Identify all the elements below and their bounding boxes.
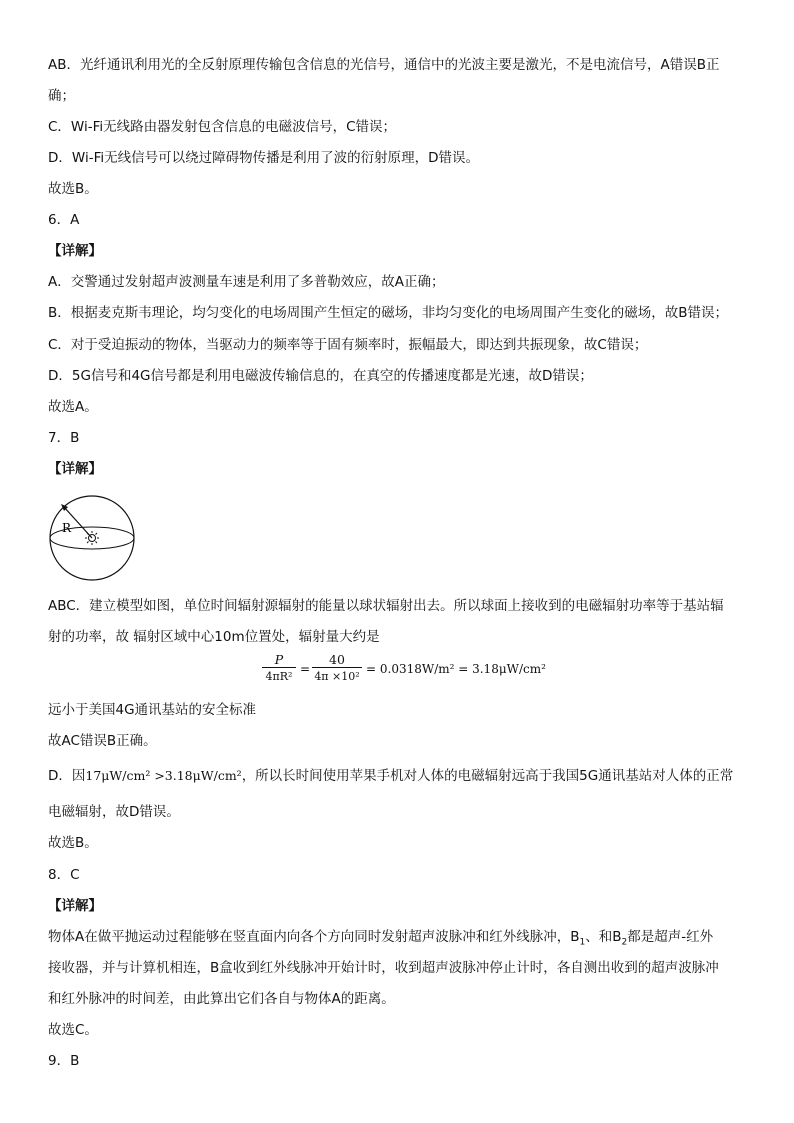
- radius-label: R: [62, 521, 72, 535]
- text-line: C．Wi-Fi无线路由器发射包含信息的电磁波信号，C错误；: [48, 119, 397, 135]
- text-line: B．根据麦克斯韦理论，均匀变化的电场周围产生恒定的磁场，非均匀变化的电场周围产生变化的磁场，故B错误；: [48, 305, 729, 321]
- text-line: ABC．建立模型如图，单位时间辐射源辐射的能量以球状辐射出去。所以球面上接收到的电磁辐射功率等于基站辐: [48, 598, 724, 614]
- text-line: AB．光纤通讯利用光的全反射原理传输包含信息的光信号，通信中的光波主要是激光，不是电流信号，A错误B正: [48, 57, 720, 73]
- text-line: 物体A在做平抛运动过程能够在竖直面内向各个方向同时发射超声波脉冲和红外线脉冲，$B_1$、和$B_2$都是超声-红外: [48, 929, 714, 948]
- question-number: 7．B: [48, 430, 80, 446]
- text-line: D．5G信号和4G信号都是利用电磁波传输信息的，在真空的传播速度都是光速，故D错误；: [48, 368, 593, 384]
- power-density-formula: $\frac{P}{\text{4πR²}}$ = $\frac{40}{\text{4π ×10²}}$ = 0.0318W/m² = 3.18μW/cm²: [262, 652, 552, 688]
- question-number: 6．A: [48, 212, 80, 228]
- text-line: 故选C。: [48, 1022, 98, 1038]
- formula-denominator: 4πR²: [262, 667, 296, 683]
- question-number: 8．C: [48, 867, 80, 883]
- formula-numerator: 40: [329, 652, 345, 667]
- section-heading: 【详解】: [48, 461, 102, 477]
- text-line: A．交警通过发射超声波测量车速是利用了多普勒效应，故A正确；: [48, 274, 445, 290]
- formula-denominator: 4π ×10²: [312, 667, 362, 683]
- section-heading: 【详解】: [48, 243, 102, 259]
- text-line: 故AC错误B正确。: [48, 733, 157, 749]
- text-line: D．因17μW/cm² >3.18μW/cm²，所以长时间使用苹果手机对人体的电磁辐射远高于我国5G通讯基站对人体的正常: [48, 768, 734, 784]
- text-line: 故选A。: [48, 399, 98, 415]
- question-number: 9．B: [48, 1053, 80, 1069]
- text-line: C．对于受迫振动的物体，当驱动力的频率等于固有频率时，振幅最大，即达到共振现象，故C错误；: [48, 337, 648, 353]
- text-line: D．Wi-Fi无线信号可以绕过障碍物传播是利用了波的衍射原理，D错误。: [48, 150, 479, 166]
- text-line: 故选B。: [48, 835, 98, 851]
- sphere-diagram: [46, 494, 138, 582]
- text-line: 射的功率，故 辐射区域中心10m位置处，辐射量大约是: [48, 629, 380, 645]
- formula-numerator: P: [274, 652, 284, 667]
- formula-result: = 0.0318W/m² = 3.18μW/cm²: [366, 662, 546, 676]
- text-line: 电磁辐射，故D错误。: [48, 804, 180, 820]
- section-heading: 【详解】: [48, 898, 102, 914]
- text-line: 接收器，并与计算机相连，B盒收到红外线脉冲开始计时，收到超声波脉冲停止计时，各自测出收到的超声波脉冲: [48, 960, 719, 976]
- text-line: 确；: [48, 88, 75, 104]
- text-line: 故选B。: [48, 181, 98, 197]
- inequality-math: 17μW/cm² >3.18μW/cm²: [85, 768, 242, 783]
- text-line: 远小于美国4G通讯基站的安全标准: [48, 702, 257, 718]
- text-line: 和红外脉冲的时间差，由此算出它们各自与物体A的距离。: [48, 991, 395, 1007]
